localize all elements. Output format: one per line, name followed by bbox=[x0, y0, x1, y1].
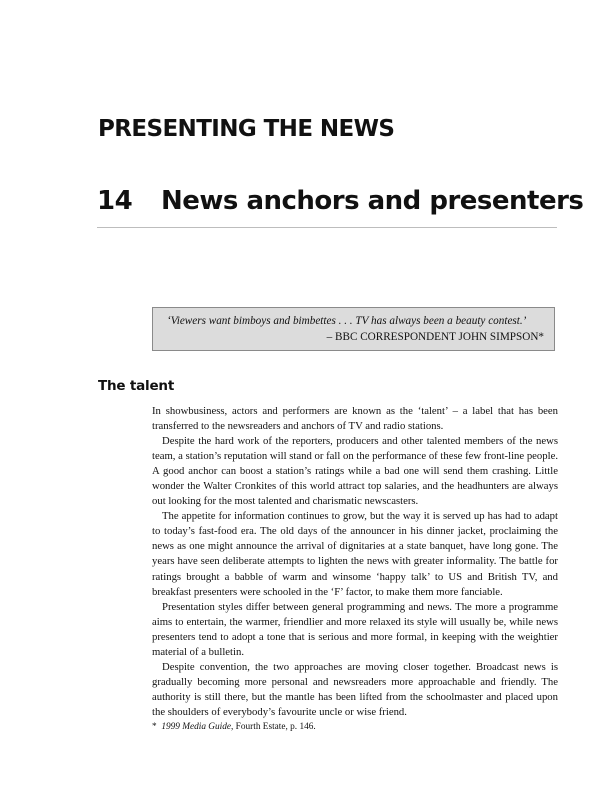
body-paragraph: Despite the hard work of the reporters, producers and other talented members of the news team, a station’s reputation will stand or fall on the performance of these few front-line people. A good anchor can boost a station’s ratings while a bad one will send them crashing. Little wonder the Walter Cronkites of this world attract top salaries, and the headhunters are always out looking for the most talented and charismatic newscasters. bbox=[152, 435, 558, 508]
epigraph-box bbox=[152, 307, 555, 351]
chapter-heading bbox=[97, 186, 584, 216]
footnote-source-title: 1999 Media Guide bbox=[161, 722, 232, 732]
footnote-marker: * bbox=[152, 722, 157, 732]
footnote-source-details: , Fourth Estate, p. 146. bbox=[231, 722, 316, 732]
part-title: PRESENTING THE NEWS bbox=[98, 116, 395, 142]
epigraph-attribution: – BBC CORRESPONDENT JOHN SIMPSON* bbox=[326, 331, 544, 343]
epigraph-quote: ‘Viewers want bimboys and bimbettes . . . TV has always been a beauty contest.’ bbox=[167, 315, 527, 327]
body-paragraph: Despite convention, the two approaches are moving closer together. Broadcast news is gradually becoming more personal and newsreaders more approachable and friendly. The authority is still there, but the mantle has been lifted from the schoolmaster and placed upon the shoulders of everybody’s favourite uncle or wise friend. bbox=[152, 660, 558, 718]
chapter-divider bbox=[97, 227, 557, 228]
body-paragraph: In showbusiness, actors and performers are known as the ‘talent’ – a label that has been transferred to the newsreaders and anchors of TV and radio stations. bbox=[152, 405, 558, 433]
chapter-number: 14 bbox=[97, 186, 133, 216]
section-heading: The talent bbox=[98, 378, 175, 394]
body-text bbox=[152, 404, 558, 720]
body-paragraph: The appetite for information continues to grow, but the way it is served up has had to adapt to today’s fast-food era. The old days of the announcer in his dinner jacket, proclaiming the news as one might announce the arrival of dignitaries at a state banquet, have long gone. The years have seen deliberate attempts to lighten the news with greater informality. The battle for ratings brought a babble of warm and winsome ‘happy talk’ to US and British TV, and breakfast presenters were schooled in the ‘F’ factor, to make them more fanciable. bbox=[152, 510, 558, 598]
chapter-title: News anchors and presenters bbox=[161, 186, 584, 216]
body-paragraph: Presentation styles differ between general programming and news. The more a programme aims to entertain, the warmer, friendlier and more relaxed its style will usually be, while news presenters tend to adopt a tone that is serious and more formal, in keeping with the weightier material of a bulletin. bbox=[152, 600, 558, 658]
footnote bbox=[152, 721, 558, 733]
